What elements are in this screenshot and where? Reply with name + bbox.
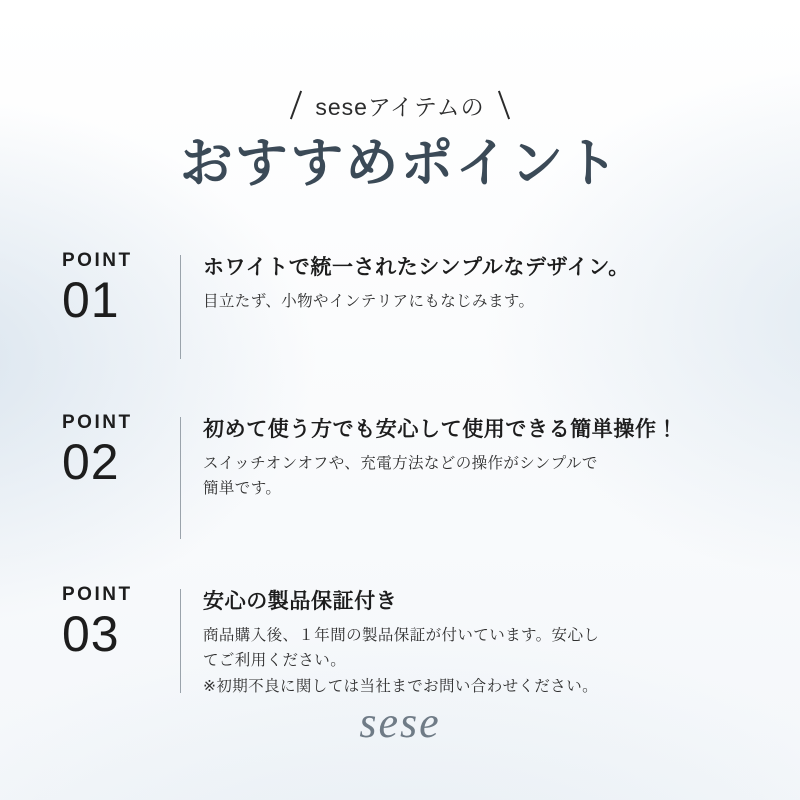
point-description-line: 目立たず、小物やインテリアにもなじみます。	[203, 293, 535, 311]
divider	[180, 255, 181, 359]
slash-left-icon	[290, 91, 302, 120]
list-item	[62, 251, 738, 363]
point-description-line: 簡単です。	[203, 480, 282, 498]
point-title: 安心の製品保証付き	[203, 589, 398, 613]
point-description-line: ※初期不良に関しては当社までお問い合わせください。	[203, 677, 598, 695]
divider	[180, 589, 181, 693]
list-item	[62, 585, 738, 699]
eyebrow-text: seseアイテムの	[315, 93, 485, 120]
point-number-block	[62, 585, 180, 660]
point-digits: 02	[62, 433, 120, 490]
point-description-line: てご利用ください。	[203, 652, 347, 670]
point-title: ホワイトで統一されたシンプルなデザイン。	[203, 255, 630, 279]
divider	[180, 417, 181, 539]
eyebrow	[62, 88, 738, 122]
point-body	[203, 413, 738, 502]
point-number-block	[62, 251, 180, 326]
slash-right-icon	[498, 91, 510, 120]
point-label: POINT	[62, 583, 133, 605]
point-body	[203, 585, 738, 699]
footer	[0, 697, 800, 748]
point-label: POINT	[62, 249, 133, 271]
point-digits: 01	[62, 271, 120, 328]
list-item	[62, 413, 738, 543]
point-description-line: 商品購入後、１年間の製品保証が付いています。安心し	[203, 627, 600, 645]
point-description-line: スイッチオンオフや、充電方法などの操作がシンプルで	[203, 455, 598, 473]
point-digits: 03	[62, 605, 120, 662]
points-list	[62, 251, 738, 699]
brand-logo: sese	[359, 698, 441, 747]
point-number-block	[62, 413, 180, 488]
point-label: POINT	[62, 411, 133, 433]
point-title: 初めて使う方でも安心して使用できる簡単操作！	[203, 417, 679, 441]
point-body	[203, 251, 738, 315]
page-title: おすすめポイント	[179, 134, 621, 193]
